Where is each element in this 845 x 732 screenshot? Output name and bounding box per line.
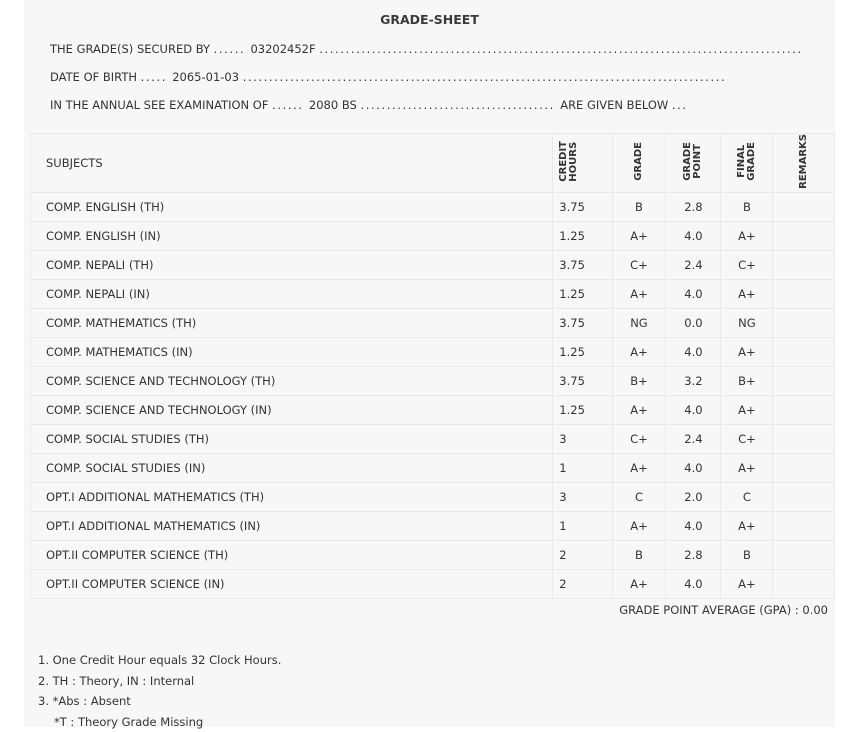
final-grade-cell: A+	[721, 453, 773, 482]
table-row	[31, 395, 835, 424]
note-item: 2. TH : Theory, IN : Internal	[38, 671, 281, 692]
credit-hours-cell: 1.25	[553, 337, 612, 366]
grade-cell: B	[612, 192, 666, 221]
table-row	[31, 453, 835, 482]
table-row	[31, 221, 835, 250]
table-row	[31, 569, 835, 598]
grade-header: GRADE	[612, 134, 666, 193]
credit-hours-cell: 3.75	[553, 192, 612, 221]
remarks-cell	[773, 511, 835, 540]
grade-point-header: GRADE POINT	[666, 134, 721, 193]
dob-value: 2065-01-03	[172, 70, 239, 84]
subject-cell: COMP. ENGLISH (TH)	[31, 192, 553, 221]
grade-point-cell: 2.8	[666, 192, 721, 221]
gpa-label: GRADE POINT AVERAGE (GPA) :	[619, 603, 799, 617]
grade-cell: A+	[612, 453, 666, 482]
credit-hours-cell: 3.75	[553, 250, 612, 279]
date-of-birth-line	[50, 70, 726, 84]
note-item: 1. One Credit Hour equals 32 Clock Hours.	[38, 650, 281, 671]
subject-cell: COMP. NEPALI (TH)	[31, 250, 553, 279]
final-grade-cell: B	[721, 192, 773, 221]
subject-cell: COMP. MATHEMATICS (IN)	[31, 337, 553, 366]
subject-cell: COMP. ENGLISH (IN)	[31, 221, 553, 250]
grade-point-cell: 2.8	[666, 540, 721, 569]
final-grade-cell: A+	[721, 337, 773, 366]
leader-dots: .....................................	[360, 98, 560, 112]
subject-cell: OPT.II COMPUTER SCIENCE (IN)	[31, 569, 553, 598]
subject-cell: COMP. SOCIAL STUDIES (IN)	[31, 453, 553, 482]
table-header-row	[31, 134, 835, 193]
grade-cell: A+	[612, 569, 666, 598]
table-row	[31, 540, 835, 569]
gpa-value: 0.00	[802, 603, 828, 617]
subject-cell: COMP. SCIENCE AND TECHNOLOGY (IN)	[31, 395, 553, 424]
leader-dots: ......	[272, 98, 309, 112]
grade-cell: A+	[612, 279, 666, 308]
table-row	[31, 250, 835, 279]
table-row	[31, 308, 835, 337]
credit-hours-cell: 1.25	[553, 279, 612, 308]
remarks-header: REMARKS	[773, 134, 835, 193]
remarks-cell	[773, 221, 835, 250]
credit-hours-cell: 1.25	[553, 395, 612, 424]
symbol-number: 03202452F	[250, 42, 315, 56]
credit-hours-cell: 1.25	[553, 221, 612, 250]
final-grade-cell: B	[721, 540, 773, 569]
credit-hours-cell: 2	[553, 540, 612, 569]
grade-point-cell: 2.0	[666, 482, 721, 511]
credit-hours-cell: 1	[553, 511, 612, 540]
remarks-cell	[773, 308, 835, 337]
final-grade-cell: C+	[721, 250, 773, 279]
table-row	[31, 511, 835, 540]
note-item: 3. *Abs : Absent	[38, 691, 281, 712]
final-grade-cell: A+	[721, 279, 773, 308]
grade-cell: A+	[612, 395, 666, 424]
grade-point-cell: 2.4	[666, 250, 721, 279]
gpa-summary	[619, 603, 828, 617]
credit-hours-cell: 3.75	[553, 308, 612, 337]
leader-dots: ......	[214, 42, 251, 56]
grade-point-cell: 3.2	[666, 366, 721, 395]
table-row	[31, 279, 835, 308]
grade-cell: A+	[612, 337, 666, 366]
leader-dots: .....	[141, 70, 173, 84]
grade-cell: C+	[612, 424, 666, 453]
subjects-header: SUBJECTS	[31, 134, 553, 193]
final-grade-header: FINAL GRADE	[721, 134, 773, 193]
grade-point-cell: 4.0	[666, 337, 721, 366]
remarks-cell	[773, 250, 835, 279]
credit-hours-cell: 2	[553, 569, 612, 598]
subject-cell: COMP. SOCIAL STUDIES (TH)	[31, 424, 553, 453]
grade-cell: NG	[612, 308, 666, 337]
remarks-cell	[773, 366, 835, 395]
grade-sheet	[24, 0, 835, 727]
remarks-cell	[773, 482, 835, 511]
remarks-cell	[773, 279, 835, 308]
exam-value: 2080 BS	[309, 98, 357, 112]
credit-hours-cell: 1	[553, 453, 612, 482]
leader-dots: ............................................................................................	[243, 70, 727, 84]
subject-cell: OPT.II COMPUTER SCIENCE (TH)	[31, 540, 553, 569]
remarks-cell	[773, 569, 835, 598]
final-grade-cell: C	[721, 482, 773, 511]
final-grade-cell: B+	[721, 366, 773, 395]
grade-cell: A+	[612, 221, 666, 250]
exam-label: IN THE ANNUAL SEE EXAMINATION OF	[50, 98, 268, 112]
final-grade-cell: A+	[721, 569, 773, 598]
leader-dots: ............................................................................................	[319, 42, 803, 56]
subject-cell: COMP. NEPALI (IN)	[31, 279, 553, 308]
subject-cell: OPT.I ADDITIONAL MATHEMATICS (IN)	[31, 511, 553, 540]
grade-point-cell: 4.0	[666, 279, 721, 308]
remarks-cell	[773, 395, 835, 424]
grade-point-cell: 4.0	[666, 453, 721, 482]
credit-hours-cell: 3	[553, 482, 612, 511]
table-row	[31, 424, 835, 453]
grades-table	[30, 133, 835, 599]
final-grade-cell: C+	[721, 424, 773, 453]
remarks-cell	[773, 337, 835, 366]
final-grade-cell: NG	[721, 308, 773, 337]
credit-hours-header: CREDIT HOURS	[553, 134, 612, 193]
grade-point-cell: 4.0	[666, 511, 721, 540]
dob-label: DATE OF BIRTH	[50, 70, 137, 84]
table-row	[31, 192, 835, 221]
notes	[38, 650, 281, 732]
exam-suffix: ARE GIVEN BELOW	[560, 98, 668, 112]
note-item: *T : Theory Grade Missing	[38, 712, 281, 732]
grade-cell: B	[612, 540, 666, 569]
table-row	[31, 482, 835, 511]
remarks-cell	[773, 424, 835, 453]
exam-line	[50, 98, 688, 112]
remarks-cell	[773, 453, 835, 482]
grade-point-cell: 0.0	[666, 308, 721, 337]
subject-cell: COMP. SCIENCE AND TECHNOLOGY (TH)	[31, 366, 553, 395]
final-grade-cell: A+	[721, 511, 773, 540]
subject-cell: OPT.I ADDITIONAL MATHEMATICS (TH)	[31, 482, 553, 511]
subject-cell: COMP. MATHEMATICS (TH)	[31, 308, 553, 337]
table-body	[31, 192, 835, 598]
table-row	[31, 337, 835, 366]
remarks-cell	[773, 540, 835, 569]
grade-cell: C+	[612, 250, 666, 279]
secured-by-line	[50, 42, 803, 56]
grade-cell: B+	[612, 366, 666, 395]
credit-hours-cell: 3	[553, 424, 612, 453]
final-grade-cell: A+	[721, 221, 773, 250]
credit-hours-cell: 3.75	[553, 366, 612, 395]
grade-cell: A+	[612, 511, 666, 540]
leader-dots: ...	[672, 98, 688, 112]
grade-cell: C	[612, 482, 666, 511]
grade-point-cell: 4.0	[666, 569, 721, 598]
grade-point-cell: 2.4	[666, 424, 721, 453]
grade-point-cell: 4.0	[666, 221, 721, 250]
remarks-cell	[773, 192, 835, 221]
table-row	[31, 366, 835, 395]
secured-by-label: THE GRADE(S) SECURED BY	[50, 42, 210, 56]
final-grade-cell: A+	[721, 395, 773, 424]
page-title: GRADE-SHEET	[24, 12, 835, 27]
grade-point-cell: 4.0	[666, 395, 721, 424]
